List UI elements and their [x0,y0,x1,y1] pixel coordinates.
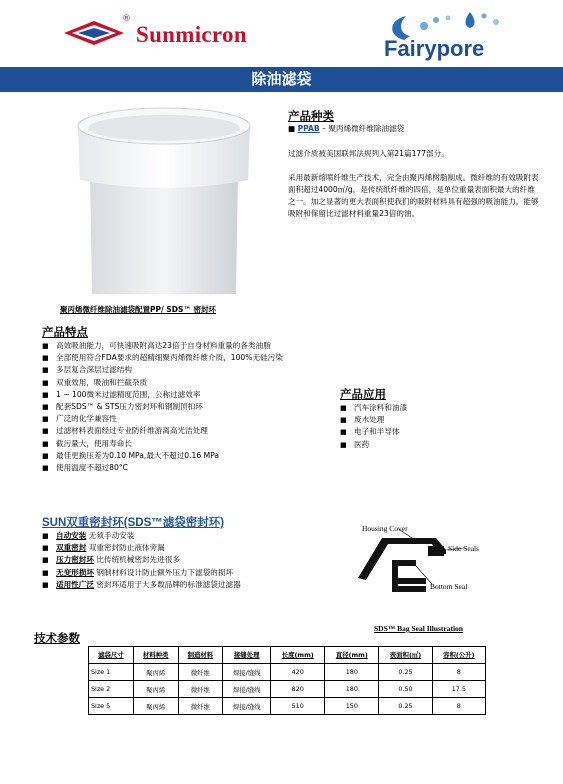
table-row [89,681,486,698]
photo-caption: 聚丙烯微纤维除油滤袋配置PP/ SDS™ 密封环 [60,305,216,314]
table-cell: 180 [325,681,379,698]
seal-item: ■ 压力密封环 比传统机械密封先进很多 [42,554,292,566]
table-row [89,664,486,681]
applications-heading: 产品应用 [340,389,386,401]
types-para2: 采用最新熔喷纤维生产技术，完全由聚丙烯树脂制成。微纤维的有效吸附表面积超过4000㎡/g，是传统纸纤维的四倍，是单位重量表面积最大的纤维之一。加之显著的更大表面积使我们的吸附材料具有超强的吸油能力，能够吸附和保留比过滤材料重量23倍的油。 [288,173,539,218]
table-cell: 0.50 [379,681,432,698]
column-header: 制造材料 [178,647,223,664]
table-cell: 聚丙烯 [133,681,178,698]
table-cell: 0.25 [379,664,432,681]
column-header: 容积(公升) [432,647,485,664]
feature-item: ■ 截污量大，使用寿命长 [42,438,308,450]
application-item: ■ 汽车涂料和油漆 [340,402,520,414]
seal-item: ■ 适用性广泛 密封环适用于大多数品牌的标准滤袋过滤器 [42,579,292,591]
table-row [89,698,486,715]
table-cell: 0.25 [379,698,432,715]
specs-heading: 技术参数 [34,633,80,645]
table-cell: 8 [432,664,485,681]
table-cell: 聚丙烯 [133,698,178,715]
feature-item: ■ 双重效用，吸油和拦截杂质 [42,377,308,389]
applications-list [340,402,520,451]
types-heading: 产品种类 [288,111,334,123]
column-header: 表面积(㎡) [379,647,432,664]
table-cell: Size 5 [89,698,134,715]
title-bar [0,67,563,92]
feature-item: ■ 最佳更换压差为0.10 MPa,最大不超过0.16 MPa [42,450,308,462]
table-cell: 150 [325,698,379,715]
feature-item: ■ 过滤材料表面经过专业防纤维游离高光洁处理 [42,425,308,437]
table-cell: 微纤维 [178,681,223,698]
table-cell: 17.5 [432,681,485,698]
table-cell: 510 [271,698,325,715]
feature-item: ■ 1 ~ 100微米过滤精度范围，公称过滤效率 [42,389,308,401]
table-header-row [89,647,486,664]
fairypore-logo [372,6,522,68]
table-cell: 8 [432,698,485,715]
column-header: 长度(mm) [271,647,325,664]
table-cell: 焊接/缝线 [223,698,271,715]
features-heading: 产品特点 [42,327,88,339]
feature-item: ■ 使用温度不超过80°C [42,462,308,474]
feature-item: ■ 全部使用符合FDA要求的超精细聚丙烯微纤维介质，100%无硅污染 [42,352,308,364]
seal-item: ■ 无变形损坏 钢制材料设计防止额外压力下滤袋的损坏 [42,567,292,579]
types-item [288,123,538,135]
seal-illustration [352,520,532,620]
column-header: 滤袋尺寸 [89,647,134,664]
table-cell: 820 [271,681,325,698]
table-cell: Size 1 [89,664,134,681]
seal-cross-section-diagram [352,520,532,620]
features-list [42,340,308,474]
bullet-icon: ■ [288,124,298,133]
side-seals-label: Side Seals [448,544,480,553]
application-item: ■ 废水处理 [340,414,520,426]
fairypore-brand-name: Fairypore [384,36,485,61]
seal-item: ■ 自动安装 无须手动安装 [42,530,292,542]
table-cell: 180 [325,664,379,681]
housing-cover-label: Housing Cover [362,524,408,533]
table-cell: 焊接/缝线 [223,681,271,698]
column-header: 接缝处理 [223,647,271,664]
feature-item: ■ 高效吸油能力，可快速吸附高达23倍于自身材料重量的各类油脂 [42,340,308,352]
seal-heading: SUN双重密封环(SDS™滤袋密封环) [42,517,225,529]
feature-item: ■ 配套SDS™ & STS压力密封环和钢制顶扣环 [42,401,308,413]
types-para1: 过滤介质被美国联邦法规列入第21篇177部分。 [288,149,449,158]
table-cell: 聚丙烯 [133,664,178,681]
registered-mark: ® [122,14,131,24]
column-header: 直径(mm) [325,647,379,664]
sunmicron-logo [62,14,292,54]
application-item: ■ 医药 [340,439,520,451]
bottom-seal-label: Bottom Seal [430,582,468,591]
filter-bag-photo [50,104,278,300]
table-cell: 微纤维 [178,698,223,715]
product-desc: – 聚丙烯微纤维除油滤袋 [319,124,405,133]
product-code: PPAB [297,124,320,133]
seal-illustration-caption: SDS™ Bag Seal Illustration [374,624,463,633]
seal-item: ■ 双重密封 双重密封防止液体旁漏 [42,542,292,554]
specs-table [88,646,486,715]
feature-item: ■ 多层复合深层过滤结构 [42,364,308,376]
sunmicron-brand-name: Sunmicron [136,22,247,47]
table-cell: 焊接/缝线 [223,664,271,681]
table-cell: 420 [271,664,325,681]
table-cell: Size 2 [89,681,134,698]
table-cell: 微纤维 [178,664,223,681]
page-title: 除油滤袋 [251,70,312,88]
column-header: 材料种类 [133,647,178,664]
application-item: ■ 电子和半导体 [340,426,520,438]
feature-item: ■ 广泛的化学兼容性 [42,413,308,425]
seal-list [42,530,292,591]
sunmicron-diamond-icon [62,20,126,46]
